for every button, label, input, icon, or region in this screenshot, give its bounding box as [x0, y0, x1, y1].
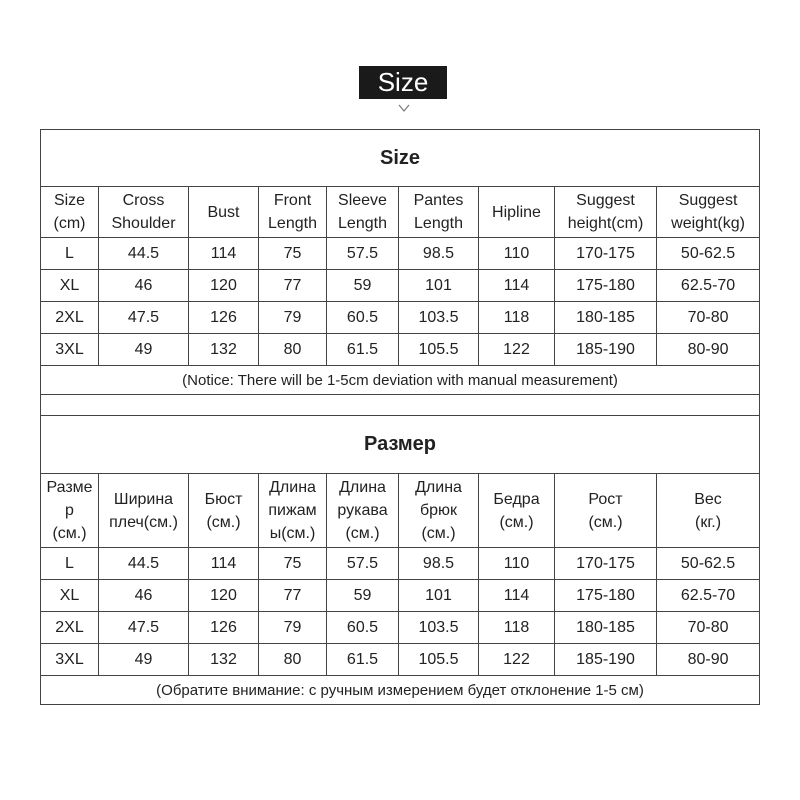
table-title: Размер [41, 416, 760, 474]
chevron-down-icon [396, 102, 412, 114]
table-cell: 105.5 [399, 334, 479, 366]
table-cell: 62.5-70 [657, 580, 760, 612]
size-badge: Size [359, 66, 447, 99]
table-cell: 118 [479, 612, 555, 644]
table-cell: 44.5 [99, 238, 189, 270]
table-cell: 47.5 [99, 612, 189, 644]
table-row [41, 644, 760, 676]
table-cell: 57.5 [327, 548, 399, 580]
table-cell: 46 [99, 580, 189, 612]
table-cell: L [41, 238, 99, 270]
table-cell: 114 [189, 548, 259, 580]
table-cell: XL [41, 270, 99, 302]
table-title: Size [41, 130, 760, 187]
table-row [41, 302, 760, 334]
table-cell: 3XL [41, 644, 99, 676]
table-cell: 122 [479, 334, 555, 366]
table-cell: 46 [99, 270, 189, 302]
table-cell: 103.5 [399, 612, 479, 644]
table-cell: 126 [189, 612, 259, 644]
table-row [41, 270, 760, 302]
table-cell: 114 [479, 580, 555, 612]
table-row [41, 334, 760, 366]
header-cell: Hipline [479, 187, 555, 238]
table-cell: 185-190 [555, 334, 657, 366]
header-cell: Длина брюк (см.) [399, 474, 479, 548]
table-cell: 59 [327, 580, 399, 612]
table-cell: 110 [479, 548, 555, 580]
header-cell: Bust [189, 187, 259, 238]
table-cell: 61.5 [327, 644, 399, 676]
table-cell: 49 [99, 334, 189, 366]
table-row [41, 580, 760, 612]
table-cell: 3XL [41, 334, 99, 366]
table-cell: 175-180 [555, 270, 657, 302]
table-cell: 80-90 [657, 334, 760, 366]
table-cell: 80 [259, 644, 327, 676]
table-cell: 118 [479, 302, 555, 334]
table-row [41, 238, 760, 270]
header-cell: Suggest weight(kg) [657, 187, 760, 238]
table-cell: 60.5 [327, 612, 399, 644]
table-cell: 185-190 [555, 644, 657, 676]
table-cell: 180-185 [555, 612, 657, 644]
table-cell: 44.5 [99, 548, 189, 580]
size-table-russian [40, 415, 760, 705]
header-cell: Длина пижам ы(см.) [259, 474, 327, 548]
header-cell: Разме р (см.) [41, 474, 99, 548]
notice-text: (Обратите внимание: с ручным измерением будет отклонение 1-5 см) [41, 676, 760, 705]
table-cell: 2XL [41, 302, 99, 334]
table-cell: 50-62.5 [657, 548, 760, 580]
header-cell: Size (cm) [41, 187, 99, 238]
header-cell: Pantes Length [399, 187, 479, 238]
table-cell: 77 [259, 270, 327, 302]
header-cell: Длина рукава (см.) [327, 474, 399, 548]
table-cell: XL [41, 580, 99, 612]
table-cell: 120 [189, 270, 259, 302]
table-cell: 175-180 [555, 580, 657, 612]
table-cell: 57.5 [327, 238, 399, 270]
header-cell: Cross Shoulder [99, 187, 189, 238]
header-cell: Sleeve Length [327, 187, 399, 238]
table-cell: 62.5-70 [657, 270, 760, 302]
table-cell: 79 [259, 302, 327, 334]
table-cell: 170-175 [555, 238, 657, 270]
table-cell: 79 [259, 612, 327, 644]
header-cell: Вес (кг.) [657, 474, 760, 548]
header-cell: Suggest height(cm) [555, 187, 657, 238]
table-cell: 80-90 [657, 644, 760, 676]
spacer-row [41, 395, 760, 416]
table-cell: 77 [259, 580, 327, 612]
header-cell: Front Length [259, 187, 327, 238]
table-cell: 126 [189, 302, 259, 334]
table-cell: 49 [99, 644, 189, 676]
header-cell: Ширина плеч(см.) [99, 474, 189, 548]
table-cell: 114 [479, 270, 555, 302]
table-cell: L [41, 548, 99, 580]
table-cell: 75 [259, 238, 327, 270]
table-cell: 170-175 [555, 548, 657, 580]
size-table-english [40, 129, 760, 416]
table-cell: 98.5 [399, 548, 479, 580]
table-cell: 60.5 [327, 302, 399, 334]
header-row [41, 474, 760, 548]
table-cell: 101 [399, 580, 479, 612]
header-row [41, 187, 760, 238]
table-cell: 132 [189, 644, 259, 676]
header-cell: Рост (см.) [555, 474, 657, 548]
table-cell: 110 [479, 238, 555, 270]
table-cell: 61.5 [327, 334, 399, 366]
table-cell: 120 [189, 580, 259, 612]
table-cell: 47.5 [99, 302, 189, 334]
table-cell: 105.5 [399, 644, 479, 676]
table-cell: 80 [259, 334, 327, 366]
notice-text: (Notice: There will be 1-5cm deviation with manual measurement) [41, 366, 760, 395]
table-cell: 114 [189, 238, 259, 270]
table-cell: 122 [479, 644, 555, 676]
table-cell: 101 [399, 270, 479, 302]
table-row [41, 612, 760, 644]
table-cell: 132 [189, 334, 259, 366]
header-cell: Бюст (см.) [189, 474, 259, 548]
table-cell: 70-80 [657, 612, 760, 644]
table-cell: 50-62.5 [657, 238, 760, 270]
table-cell: 2XL [41, 612, 99, 644]
table-cell: 75 [259, 548, 327, 580]
table-row [41, 548, 760, 580]
table-cell: 103.5 [399, 302, 479, 334]
table-cell: 70-80 [657, 302, 760, 334]
table-cell: 59 [327, 270, 399, 302]
header-cell: Бедра (см.) [479, 474, 555, 548]
table-cell: 98.5 [399, 238, 479, 270]
table-cell: 180-185 [555, 302, 657, 334]
